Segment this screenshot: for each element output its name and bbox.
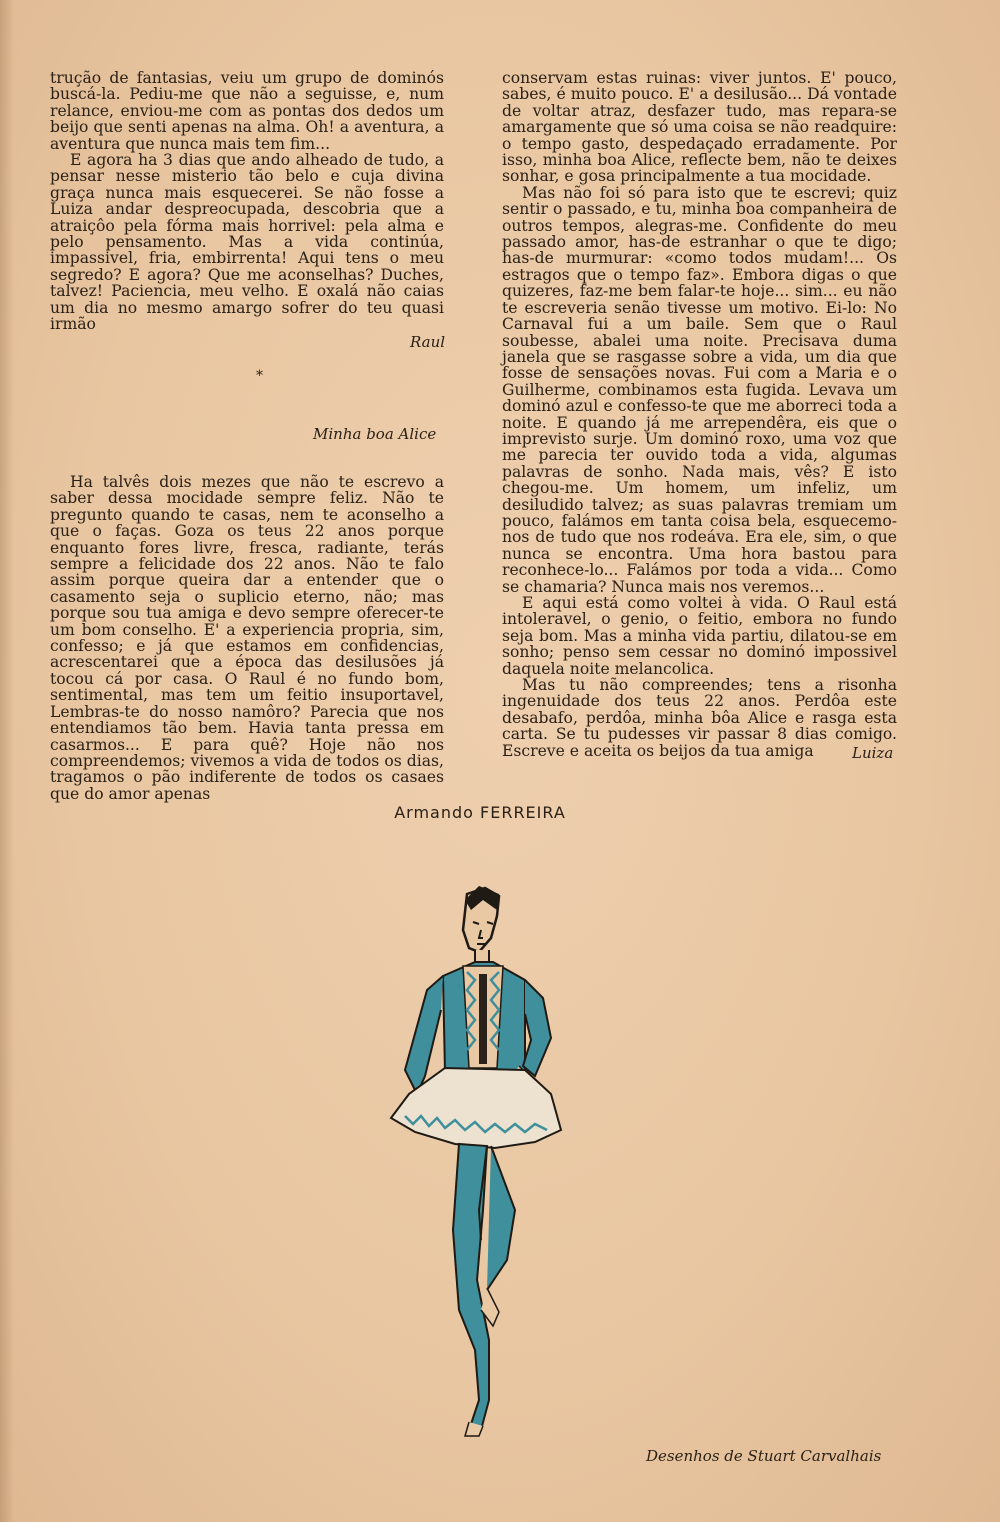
section-separator: * (256, 368, 263, 384)
dancer-illustration (375, 880, 575, 1445)
left-paragraph-2: E agora ha 3 dias que ando alheado de tudo, a pensar nesse misterio tão belo e cuja divina graça nunca mais esquecerei. Se não fosse a Luiza andar despreocupada, descobria que a atraiçôo pela fórma mais horrivel: pela alma e pelo pensamento. Mas a vida continúa, impassivel, fria, embirrenta! Aqui tens o meu segredo? E agora? Que me aconselhas? Duches, talvez! Paciencia, meu velho. E oxalá não caias um dia no mesmo amargo sofrer do teu quasi irmão (50, 151, 444, 334)
right-paragraph-3: E aqui está como voltei à vida. O Raul está intoleravel, o genio, o feitio, embora no fundo seja bom. Mas a minha vida partiu, dilatou-se em sonho; penso sem cessar no dominó impossivel daquela noite melancolica. (502, 594, 897, 678)
right-paragraph-2: Mas não foi só para isto que te escrevi; quiz sentir o passado, e tu, minha boa companheira de outros tempos, alegras-me. Confidente do meu passado amor, has-de estranhar o que te digo; has-de murmurar: «como todos mudam!... Os estragos que o tempo faz». Embora digas o que quizeres, faz-me bem falar-te hoje... sim... eu não te escreveria senão tivesse um motivo. Ei-lo: No Carnaval fui a um baile. Sem que o Raul soubesse, abalei uma noite. Precisava duma janela que se rasgasse sobre a vida, um dia que fosse de sensações novas. Fui com a Maria e o Guilherme, combinamos esta fugida. Levava um dominó azul e confesso-te que me aborreci toda a noite. E quando já me arrependêra, eis que o imprevisto surje. Um dominó roxo, uma voz que me parecia ter ouvido toda a vida, algumas palavras de sonho. Nada mais, vês? E isto chegou-me. Um homem, um infeliz, um desiludido talvez; as suas palavras tremiam um pouco, falámos em tanta coisa bela, esquecemo-nos de tudo que nos rodeáva. Era ele, sim, o que nunca se encontra. Uma hora bastou para reconhece-lo... Falámos por toda a vida... Como se chamaria? Nunca mais nos veremos... (502, 183, 897, 596)
illustration-credit: Desenhos de Stuart Carvalhais (646, 1447, 882, 1465)
author-name: Armando FERREIRA (394, 803, 566, 822)
left-paragraph-1: trução de fantasias, veiu um grupo de dominós buscá-la. Pediu-me que não a seguisse, e, num relance, enviou-me com as pontas dos dedos um beijo que senti apenas na alma. Oh! a aventura, a aventura que nunca mais tem fim... (50, 69, 444, 153)
signature-luiza: Luiza (852, 744, 894, 762)
signature-raul: Raul (410, 333, 446, 351)
letter-column (50, 474, 444, 802)
right-paragraph-4: Mas tu não compreendes; tens a risonha ingenuidade dos teus 22 anos. Perdôa este desabafo, perdôa, minha bôa Alice e rasga esta carta. Se tu pudesses vir passar 8 dias comigo. Escreve e aceita os beijos da tua amiga (502, 676, 897, 760)
left-column (50, 70, 444, 333)
letter-paragraph-1: Ha talvês dois mezes que não te escrevo a saber dessa mocidade sempre feliz. Não te pregunto quando te casas, nem te aconselho a que o faças. Goza os teus 22 anos porque enquanto fores livre, fresca, radiante, terás sempre a felicidade dos 22 anos. Não te falo assim porque queira dar a entender que o casamento seja o suplicio eterno, não; mas porque sou tua amiga e devo sempre oferecer-te um bom conselho. E' a experiencia propria, sim, confesso; e já que estamos em confidencias, acrescentarei que a época das desilusões já tocou cá por casa. O Raul é no fundo bom, sentimental, mas tem um feitio insuportavel, Lembras-te do nosso namôro? Parecia que nos entendiamos tão bem. Havia tanta pressa em casarmos... E para quê? Hoje não nos compreendemos; vivemos a vida de todos os dias, tragamos o pão indiferente de todos os casaes que do amor apenas (50, 473, 444, 803)
salutation-alice: Minha boa Alice (313, 425, 437, 443)
right-column (502, 70, 897, 759)
right-paragraph-1: conservam estas ruinas: viver juntos. E' pouco, sabes, é muito pouco. E' a desilusão... Dá vontade de voltar atraz, desfazer tudo, mas repara-se amargamente que só uma coisa se não readquire: o tempo gasto, despedaçado erradamente. Por isso, minha boa Alice, reflecte bem, não te deixes sonhar, e gosa principalmente a tua mocidade. (502, 69, 897, 186)
page-edge-shadow (0, 0, 14, 1522)
